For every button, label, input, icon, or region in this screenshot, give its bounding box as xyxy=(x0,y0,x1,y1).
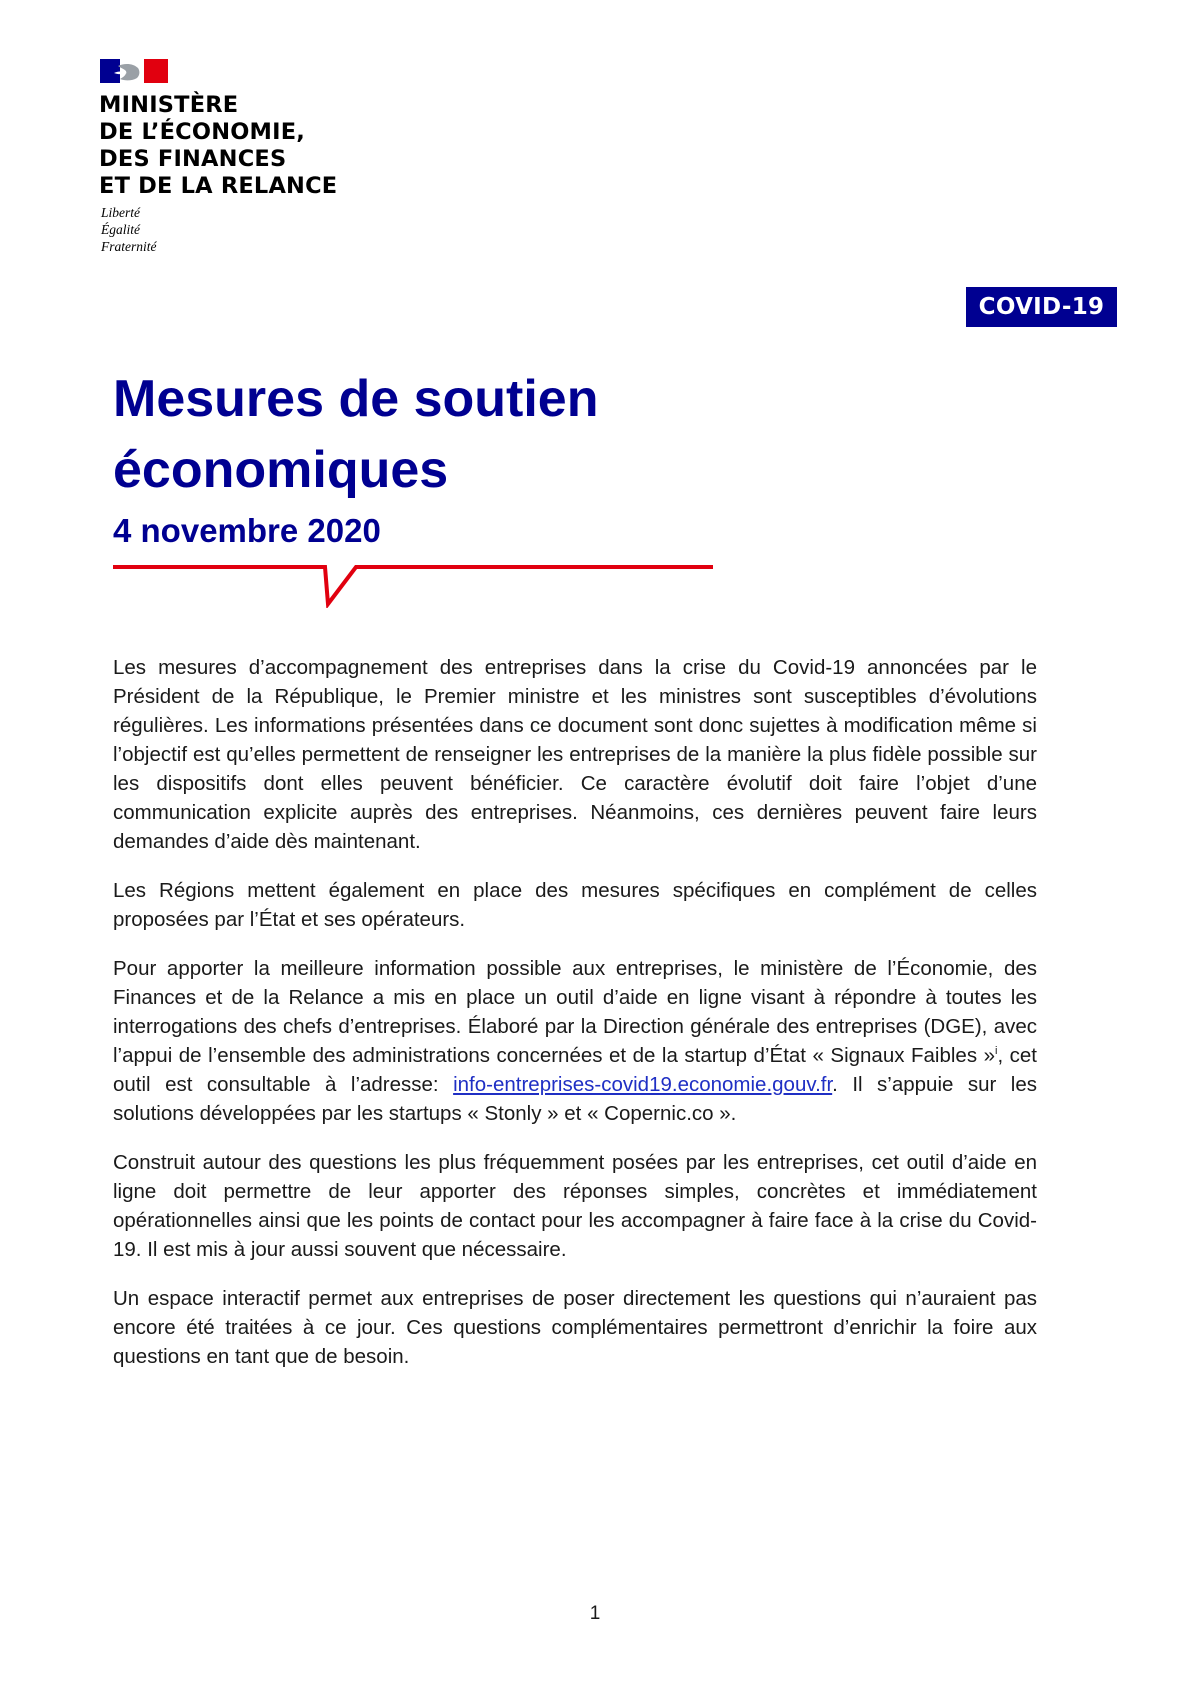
paragraph-1: Les mesures d’accompagnement des entreprises dans la crise du Covid-19 annoncées par le Président de la République, le Premier ministre et les ministres sont susceptibles d’évolutions régulières. Les informations présentées dans ce document sont donc sujettes à modification même si l’objectif est qu’elles permettent de renseigner les entreprises de la manière la plus fidèle possible sur les dispositifs dont elles peuvent bénéficier. Ce caractère évolutif doit faire l’objet d’une communication explicite auprès des entreprises. Néanmoins, ces dernières peuvent faire leurs demandes d’aide dès maintenant. xyxy=(113,656,1037,853)
document-date: 4 novembre 2020 xyxy=(113,512,381,549)
marianne-logo-icon xyxy=(100,59,168,83)
page-number: 1 xyxy=(589,1603,601,1624)
republic-motto xyxy=(101,204,157,255)
motto-liberte: Liberté xyxy=(101,205,140,220)
paragraph-3-text-a: Pour apporter la meilleure information possible aux entreprises, le ministère de l’Économie, des Finances et de la Relance a mis en place un outil d’aide en ligne visant à répondre à toutes les interrogations des chefs d’entreprises. Élaboré par la Direction générale des entreprises (DGE), avec l’appui de l’ensemble des administrations concernées et de la startup d’État « Signaux Faibles » xyxy=(113,957,1037,1067)
paragraph-3-text-c: . Il s’appuie sur les solutions développées par les startups « Stonly » et « Copernic.co ». xyxy=(113,1073,1037,1125)
title-line-2: économiques xyxy=(113,441,449,499)
footnote-marker[interactable]: i xyxy=(994,1045,998,1058)
speech-bubble-underline-icon xyxy=(110,560,718,608)
info-entreprises-link[interactable]: info-entreprises-covid19.economie.gouv.fr xyxy=(453,1073,833,1096)
title-line-1: Mesures de soutien xyxy=(113,370,599,428)
motto-fraternite: Fraternité xyxy=(101,239,157,254)
ministry-line-1: MINISTÈRE xyxy=(99,92,239,118)
paragraph-3-text-b: , cet outil est consultable à l’adresse: xyxy=(113,1044,1037,1096)
ministry-line-3: DES FINANCES xyxy=(99,146,287,172)
motto-egalite: Égalité xyxy=(101,222,140,237)
covid-badge: COVID-19 xyxy=(966,287,1117,327)
paragraph-4: Construit autour des questions les plus fréquemment posées par les entreprises, cet outil d’aide en ligne doit permettre de leur apporter des réponses simples, concrètes et immédiatement opérationnelles ainsi que les points de contact pour les accompagner à faire face à la crise du Covid-19. Il est mis à jour aussi souvent que nécessaire. xyxy=(113,1151,1037,1261)
ministry-line-4: ET DE LA RELANCE xyxy=(99,173,338,199)
ministry-line-2: DE L’ÉCONOMIE, xyxy=(99,119,306,145)
paragraph-3 xyxy=(113,954,1037,1128)
intro-text xyxy=(113,653,1037,1391)
page-title xyxy=(113,364,813,506)
paragraph-2: Les Régions mettent également en place des mesures spécifiques en complément de celles proposées par l’État et ses opérateurs. xyxy=(113,879,1037,931)
ministry-name xyxy=(99,92,337,200)
paragraph-5: Un espace interactif permet aux entreprises de poser directement les questions qui n’auraient pas encore été traitées à ce jour. Ces questions complémentaires permettront d’enrichir la foire aux questions en tant que de besoin. xyxy=(113,1287,1037,1368)
